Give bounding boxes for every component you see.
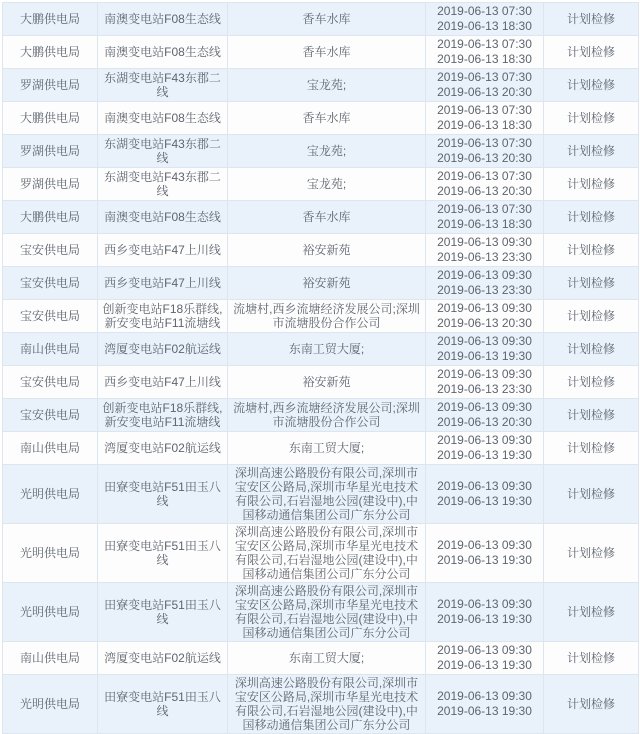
cell-time-range bbox=[426, 465, 544, 524]
cell-maintenance-type: 计划检修 bbox=[544, 102, 639, 135]
cell-bureau: 罗湖供电局 bbox=[3, 135, 98, 168]
cell-maintenance-type: 计划检修 bbox=[544, 642, 639, 675]
start-time: 2019-06-13 09:30 bbox=[437, 334, 532, 348]
cell-bureau: 大鹏供电局 bbox=[3, 36, 98, 69]
cell-time-range bbox=[426, 333, 544, 366]
cell-bureau: 宝安供电局 bbox=[3, 267, 98, 300]
cell-bureau: 大鹏供电局 bbox=[3, 201, 98, 234]
start-time: 2019-06-13 07:30 bbox=[437, 202, 532, 216]
cell-time-range bbox=[426, 524, 544, 583]
table-row bbox=[3, 300, 639, 333]
start-time: 2019-06-13 09:30 bbox=[437, 268, 532, 282]
table-row bbox=[3, 333, 639, 366]
cell-maintenance-type: 计划检修 bbox=[544, 3, 639, 36]
cell-time-range bbox=[426, 399, 544, 432]
table-row bbox=[3, 3, 639, 36]
cell-outage-area: 东南工贸大厦; bbox=[228, 333, 426, 366]
cell-maintenance-type: 计划检修 bbox=[544, 36, 639, 69]
cell-maintenance-type: 计划检修 bbox=[544, 432, 639, 465]
cell-time-range bbox=[426, 300, 544, 333]
cell-bureau: 大鹏供电局 bbox=[3, 3, 98, 36]
end-time: 2019-06-13 19:30 bbox=[437, 553, 532, 567]
start-time: 2019-06-13 09:30 bbox=[437, 479, 532, 493]
end-time: 2019-06-13 20:30 bbox=[437, 415, 532, 429]
start-time: 2019-06-13 09:30 bbox=[437, 301, 532, 315]
cell-outage-area: 深圳高速公路股份有限公司,深圳市宝安区公路局,深圳市华星光电技术有限公司,石岩湿地公园(建设中),中国移动通信集团公司广东分公司 bbox=[228, 583, 426, 642]
cell-line-name: 田寮变电站F51田玉八线 bbox=[98, 583, 228, 642]
cell-outage-area: 裕安新苑 bbox=[228, 234, 426, 267]
cell-bureau: 宝安供电局 bbox=[3, 399, 98, 432]
cell-bureau: 宝安供电局 bbox=[3, 300, 98, 333]
cell-outage-area: 香车水库 bbox=[228, 3, 426, 36]
cell-maintenance-type: 计划检修 bbox=[544, 583, 639, 642]
end-time: 2019-06-13 20:30 bbox=[437, 85, 532, 99]
cell-outage-area: 香车水库 bbox=[228, 36, 426, 69]
cell-outage-area: 香车水库 bbox=[228, 102, 426, 135]
cell-outage-area: 东南工贸大厦; bbox=[228, 642, 426, 675]
cell-maintenance-type: 计划检修 bbox=[544, 267, 639, 300]
cell-line-name: 东湖变电站F43东郡二线 bbox=[98, 168, 228, 201]
cell-outage-area: 裕安新苑 bbox=[228, 267, 426, 300]
end-time: 2019-06-13 18:30 bbox=[437, 52, 532, 66]
table-row bbox=[3, 135, 639, 168]
cell-line-name: 湾厦变电站F02航运线 bbox=[98, 642, 228, 675]
table-row bbox=[3, 583, 639, 642]
start-time: 2019-06-13 09:30 bbox=[437, 538, 532, 552]
cell-time-range bbox=[426, 366, 544, 399]
cell-bureau: 罗湖供电局 bbox=[3, 168, 98, 201]
cell-time-range bbox=[426, 69, 544, 102]
cell-time-range bbox=[426, 267, 544, 300]
cell-maintenance-type: 计划检修 bbox=[544, 366, 639, 399]
cell-maintenance-type: 计划检修 bbox=[544, 168, 639, 201]
cell-outage-area: 深圳高速公路股份有限公司,深圳市宝安区公路局,深圳市华星光电技术有限公司,石岩湿地公园(建设中),中国移动通信集团公司广东分公司 bbox=[228, 524, 426, 583]
cell-line-name: 东湖变电站F43东郡二线 bbox=[98, 69, 228, 102]
cell-line-name: 田寮变电站F51田玉八线 bbox=[98, 524, 228, 583]
start-time: 2019-06-13 07:30 bbox=[437, 136, 532, 150]
cell-maintenance-type: 计划检修 bbox=[544, 69, 639, 102]
cell-bureau: 宝安供电局 bbox=[3, 366, 98, 399]
cell-line-name: 西乡变电站F47上川线 bbox=[98, 234, 228, 267]
cell-time-range bbox=[426, 642, 544, 675]
cell-outage-area: 流塘村,西乡流塘经济发展公司;深圳市流塘股份合作公司 bbox=[228, 300, 426, 333]
cell-time-range bbox=[426, 135, 544, 168]
maintenance-schedule-table bbox=[2, 2, 639, 734]
cell-line-name: 田寮变电站F51田玉八线 bbox=[98, 465, 228, 524]
cell-outage-area: 流塘村,西乡流塘经济发展公司;深圳市流塘股份合作公司 bbox=[228, 399, 426, 432]
table-row bbox=[3, 432, 639, 465]
cell-time-range bbox=[426, 36, 544, 69]
start-time: 2019-06-13 07:30 bbox=[437, 70, 532, 84]
maintenance-schedule-table-container bbox=[2, 2, 638, 734]
cell-bureau: 罗湖供电局 bbox=[3, 69, 98, 102]
cell-bureau: 南山供电局 bbox=[3, 642, 98, 675]
end-time: 2019-06-13 18:30 bbox=[437, 19, 532, 33]
end-time: 2019-06-13 18:30 bbox=[437, 217, 532, 231]
cell-bureau: 大鹏供电局 bbox=[3, 102, 98, 135]
start-time: 2019-06-13 09:30 bbox=[437, 689, 532, 703]
table-row bbox=[3, 675, 639, 734]
table-row bbox=[3, 642, 639, 675]
table-row bbox=[3, 69, 639, 102]
cell-maintenance-type: 计划检修 bbox=[544, 465, 639, 524]
cell-line-name: 创新变电站F18乐群线,新安变电站F11流塘线 bbox=[98, 300, 228, 333]
cell-maintenance-type: 计划检修 bbox=[544, 333, 639, 366]
table-row bbox=[3, 399, 639, 432]
end-time: 2019-06-13 20:30 bbox=[437, 316, 532, 330]
end-time: 2019-06-13 19:30 bbox=[437, 448, 532, 462]
cell-time-range bbox=[426, 234, 544, 267]
cell-line-name: 南澳变电站F08生态线 bbox=[98, 102, 228, 135]
cell-maintenance-type: 计划检修 bbox=[544, 524, 639, 583]
end-time: 2019-06-13 18:30 bbox=[437, 118, 532, 132]
cell-line-name: 湾厦变电站F02航运线 bbox=[98, 333, 228, 366]
end-time: 2019-06-13 20:30 bbox=[437, 151, 532, 165]
end-time: 2019-06-13 19:30 bbox=[437, 494, 532, 508]
table-row bbox=[3, 234, 639, 267]
cell-outage-area: 宝龙苑; bbox=[228, 69, 426, 102]
cell-maintenance-type: 计划检修 bbox=[544, 399, 639, 432]
cell-bureau: 光明供电局 bbox=[3, 675, 98, 734]
cell-outage-area: 深圳高速公路股份有限公司,深圳市宝安区公路局,深圳市华星光电技术有限公司,石岩湿地公园(建设中),中国移动通信集团公司广东分公司 bbox=[228, 675, 426, 734]
table-row bbox=[3, 465, 639, 524]
cell-line-name: 南澳变电站F08生态线 bbox=[98, 36, 228, 69]
end-time: 2019-06-13 19:30 bbox=[437, 612, 532, 626]
cell-line-name: 南澳变电站F08生态线 bbox=[98, 201, 228, 234]
cell-maintenance-type: 计划检修 bbox=[544, 234, 639, 267]
cell-bureau: 南山供电局 bbox=[3, 432, 98, 465]
table-row bbox=[3, 201, 639, 234]
cell-outage-area: 香车水库 bbox=[228, 201, 426, 234]
cell-maintenance-type: 计划检修 bbox=[544, 201, 639, 234]
end-time: 2019-06-13 19:30 bbox=[437, 704, 532, 718]
cell-maintenance-type: 计划检修 bbox=[544, 300, 639, 333]
start-time: 2019-06-13 09:30 bbox=[437, 400, 532, 414]
cell-outage-area: 裕安新苑 bbox=[228, 366, 426, 399]
cell-bureau: 宝安供电局 bbox=[3, 234, 98, 267]
cell-time-range bbox=[426, 3, 544, 36]
cell-time-range bbox=[426, 432, 544, 465]
cell-bureau: 南山供电局 bbox=[3, 333, 98, 366]
table-row bbox=[3, 102, 639, 135]
table-row bbox=[3, 524, 639, 583]
cell-maintenance-type: 计划检修 bbox=[544, 135, 639, 168]
cell-outage-area: 东南工贸大厦; bbox=[228, 432, 426, 465]
cell-time-range bbox=[426, 583, 544, 642]
end-time: 2019-06-13 19:30 bbox=[437, 349, 532, 363]
table-row bbox=[3, 168, 639, 201]
start-time: 2019-06-13 09:30 bbox=[437, 433, 532, 447]
cell-time-range bbox=[426, 168, 544, 201]
start-time: 2019-06-13 07:30 bbox=[437, 4, 532, 18]
end-time: 2019-06-13 19:30 bbox=[437, 658, 532, 672]
end-time: 2019-06-13 23:30 bbox=[437, 250, 532, 264]
cell-bureau: 光明供电局 bbox=[3, 583, 98, 642]
cell-bureau: 光明供电局 bbox=[3, 524, 98, 583]
cell-line-name: 创新变电站F18乐群线,新安变电站F11流塘线 bbox=[98, 399, 228, 432]
table-row bbox=[3, 366, 639, 399]
cell-line-name: 西乡变电站F47上川线 bbox=[98, 267, 228, 300]
end-time: 2019-06-13 20:30 bbox=[437, 184, 532, 198]
cell-line-name: 湾厦变电站F02航运线 bbox=[98, 432, 228, 465]
cell-time-range bbox=[426, 102, 544, 135]
start-time: 2019-06-13 07:30 bbox=[437, 37, 532, 51]
start-time: 2019-06-13 07:30 bbox=[437, 103, 532, 117]
start-time: 2019-06-13 09:30 bbox=[437, 235, 532, 249]
start-time: 2019-06-13 09:30 bbox=[437, 643, 532, 657]
cell-bureau: 光明供电局 bbox=[3, 465, 98, 524]
start-time: 2019-06-13 09:30 bbox=[437, 597, 532, 611]
end-time: 2019-06-13 23:30 bbox=[437, 283, 532, 297]
table-row bbox=[3, 36, 639, 69]
start-time: 2019-06-13 07:30 bbox=[437, 169, 532, 183]
cell-line-name: 东湖变电站F43东郡二线 bbox=[98, 135, 228, 168]
cell-outage-area: 宝龙苑; bbox=[228, 135, 426, 168]
cell-time-range bbox=[426, 201, 544, 234]
cell-maintenance-type: 计划检修 bbox=[544, 675, 639, 734]
end-time: 2019-06-13 23:30 bbox=[437, 382, 532, 396]
cell-time-range bbox=[426, 675, 544, 734]
start-time: 2019-06-13 09:30 bbox=[437, 367, 532, 381]
table-row bbox=[3, 267, 639, 300]
cell-line-name: 田寮变电站F51田玉八线 bbox=[98, 675, 228, 734]
cell-outage-area: 宝龙苑; bbox=[228, 168, 426, 201]
cell-line-name: 南澳变电站F08生态线 bbox=[98, 3, 228, 36]
cell-line-name: 西乡变电站F47上川线 bbox=[98, 366, 228, 399]
cell-outage-area: 深圳高速公路股份有限公司,深圳市宝安区公路局,深圳市华星光电技术有限公司,石岩湿地公园(建设中),中国移动通信集团公司广东分公司 bbox=[228, 465, 426, 524]
